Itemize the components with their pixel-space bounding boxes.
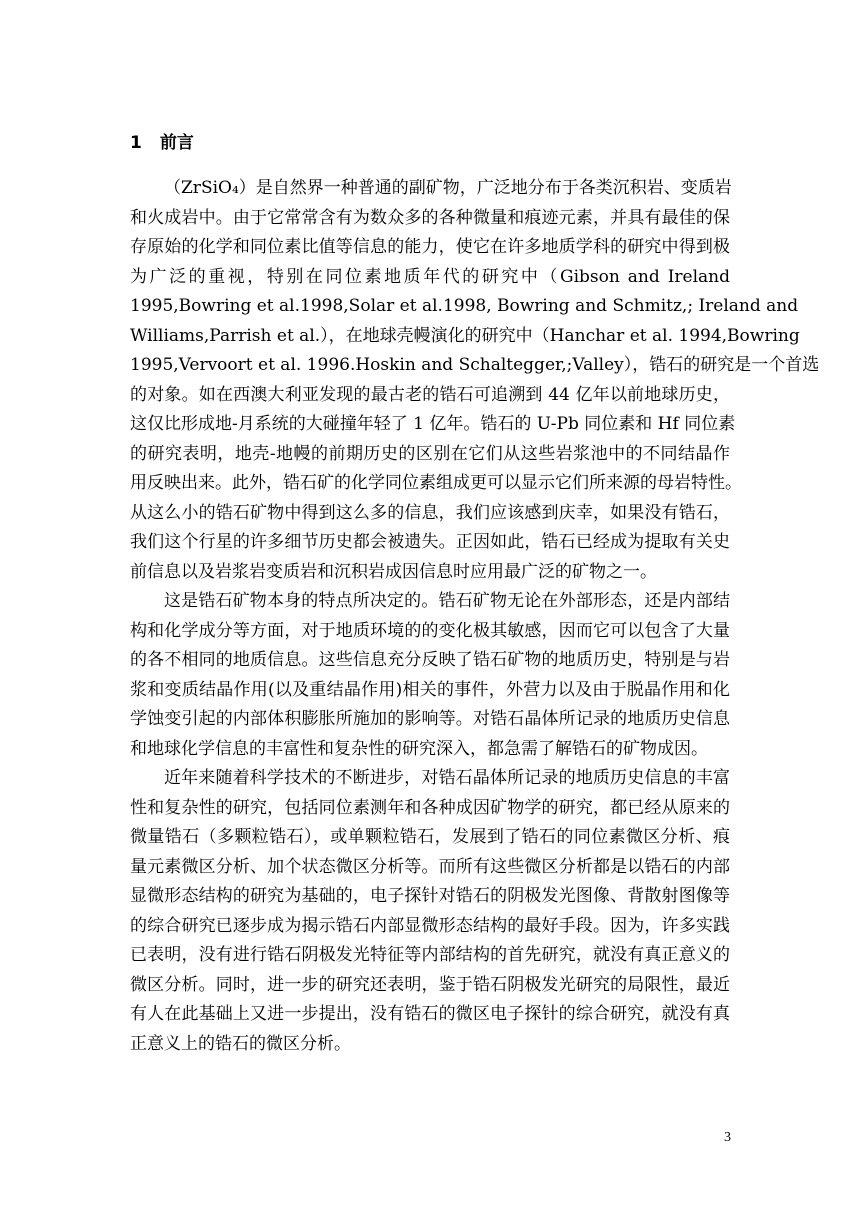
text-line: 我们这个行星的许多细节历史都会被遗失。正因如此，锆石已经成为提取有关史	[130, 532, 730, 552]
paragraph-2	[130, 587, 730, 764]
text-line: 用反映出来。此外，锆石矿的化学同位素组成更可以显示它们所来源的母岩特性。	[130, 473, 742, 493]
text-line: 微区分析。同时，进一步的研究还表明，鉴于锆石阴极发光研究的局限性，最近	[130, 974, 730, 995]
text-line: 从这么小的锆石矿物中得到这么多的信息，我们应该感到庆幸，如果没有锆石，	[130, 502, 730, 523]
text-line: 的综合研究已逐步成为揭示锆石内部显微形态结构的最好手段。因为，许多实践	[130, 915, 730, 936]
section-title: 前言	[159, 133, 194, 153]
text-line: 学蚀变引起的内部体积膨胀所施加的影响等。对锆石晶体所记录的地质历史信息	[130, 709, 730, 729]
text-line: 的各不相同的地质信息。这些信息充分反映了锆石矿物的地质历史，特别是与岩	[130, 650, 730, 670]
text-line: 微量锆石（多颗粒锆石），或单颗粒锆石，发展到了锆石的同位素微区分析、痕	[130, 827, 730, 847]
body-text	[130, 174, 820, 1059]
text-line: 已表明，没有进行锆石阴极发光特征等内部结构的首先研究，就没有真正意义的	[130, 945, 730, 965]
text-line: 有人在此基础上又进一步提出，没有锆石的微区电子探针的综合研究，就没有真	[130, 1004, 730, 1024]
text-line: 显微形态结构的研究为基础的，电子探针对锆石的阴极发光图像、背散射图像等	[130, 886, 730, 906]
text-line: 1995,Bowring et al.1998,Solar et al.1998, Bowring and Schmitz,; Ireland and	[130, 296, 799, 316]
text-line: 近年来随着科学技术的不断进步，对锆石晶体所记录的地质历史信息的丰富	[164, 768, 730, 788]
text-line: Williams,Parrish et al.），在地球壳幔演化的研究中（Hanchar et al. 1994,Bowring	[130, 325, 800, 346]
section-heading	[130, 131, 194, 155]
text-line: 这仅比形成地-月系统的大碰撞年轻了 1 亿年。锆石的 U-Pb 同位素和 Hf 同位素	[130, 414, 736, 434]
paragraph-3	[130, 764, 730, 1059]
text-line: 前信息以及岩浆岩变质岩和沉积岩成因信息时应用最广泛的矿物之一。	[130, 561, 657, 582]
text-line: 构和化学成分等方面，对于地质环境的的变化极其敏感，因而它可以包含了大量	[130, 620, 730, 641]
text-line: 存原始的化学和同位素比值等信息的能力，使它在许多地质学科的研究中得到极	[130, 237, 730, 257]
text-line: 为广泛的重视，特别在同位素地质年代的研究中（Gibson and Ireland	[130, 266, 730, 287]
text-line: 的研究表明，地壳-地幔的前期历史的区别在它们从这些岩浆池中的不同结晶作	[130, 443, 730, 464]
paragraph-1	[130, 174, 820, 587]
text-line: 性和复杂性的研究，包括同位素测年和各种成因矿物学的研究，都已经从原来的	[130, 797, 730, 818]
text-line: 正意义上的锆石的微区分析。	[130, 1033, 351, 1054]
text-line: 1995,Vervoort et al. 1996.Hoskin and Schaltegger,;Valley），锆石的研究是一个首选	[130, 355, 820, 375]
text-line: 量元素微区分析、加个状态微区分析等。而所有这些微区分析都是以锆石的内部	[130, 856, 730, 877]
section-number: 1	[130, 133, 142, 153]
text-line: 和地球化学信息的丰富性和复杂性的研究深入，都急需了解锆石的矿物成因。	[130, 738, 708, 759]
text-line: 浆和变质结晶作用(以及重结晶作用)相关的事件，外营力以及由于脱晶作用和化	[130, 679, 730, 700]
text-line: 和火成岩中。由于它常常含有为数众多的各种微量和痕迹元素，并具有最佳的保	[130, 207, 730, 228]
page-number: 3	[724, 1130, 731, 1145]
text-line: 这是锆石矿物本身的特点所决定的。锆石矿物无论在外部形态，还是内部结	[164, 591, 730, 611]
text-line: （ZrSiO₄）是自然界一种普通的副矿物，广泛地分布于各类沉积岩、变质岩	[164, 178, 732, 198]
text-line: 的对象。如在西澳大利亚发现的最古老的锆石可追溯到 44 亿年以前地球历史，	[130, 384, 730, 405]
